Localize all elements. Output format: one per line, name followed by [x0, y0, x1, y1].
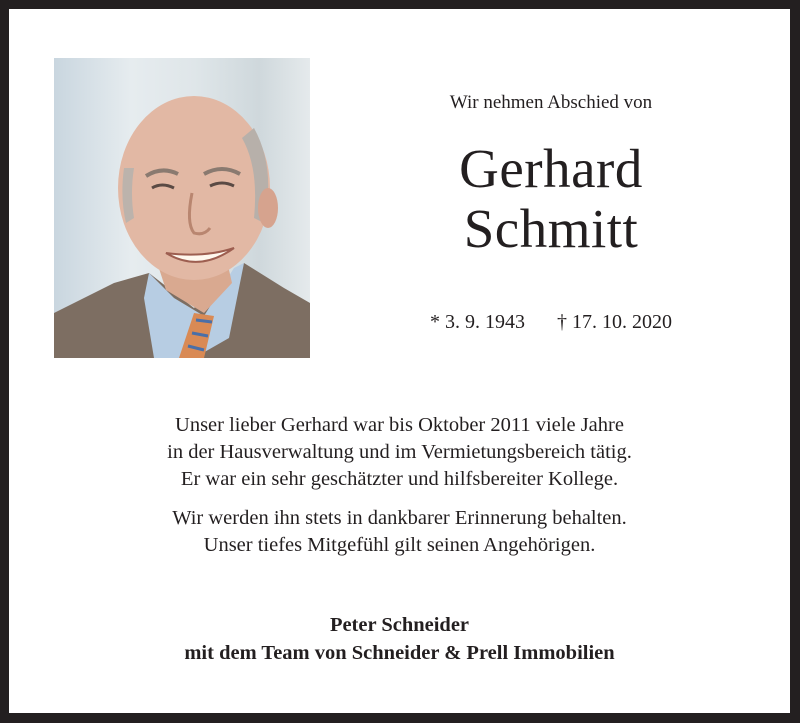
life-dates — [381, 309, 721, 335]
obituary-notice — [9, 9, 790, 713]
text-line: Unser lieber Gerhard war bis Oktober 2011 viele Jahre — [175, 414, 624, 436]
signer-name: Peter Schneider — [329, 614, 470, 636]
intro-text: Wir nehmen Abschied von — [449, 92, 653, 113]
signer-organization: mit dem Team von Schneider & Prell Immobilien — [184, 642, 615, 664]
text-line: Wir werden ihn stets in dankbarer Erinnerung behalten. — [172, 507, 627, 529]
deceased-name — [381, 139, 721, 259]
first-name: Gerhard — [459, 138, 643, 199]
portrait-illustration — [54, 58, 310, 358]
tribute-paragraph-1 — [39, 412, 760, 493]
portrait-photo — [54, 58, 310, 358]
last-name: Schmitt — [463, 198, 639, 259]
text-line: in der Hausverwaltung und im Vermietungsbereich tätig. — [167, 441, 632, 463]
death-date: † 17. 10. 2020 — [557, 311, 672, 333]
signature-block — [39, 611, 760, 667]
text-line: Er war ein sehr geschätzter und hilfsbereiter Kollege. — [180, 468, 619, 490]
tribute-text — [39, 412, 760, 571]
text-line: Unser tiefes Mitgefühl gilt seinen Angehörigen. — [203, 534, 596, 556]
tribute-paragraph-2 — [39, 505, 760, 559]
birth-date: * 3. 9. 1943 — [430, 311, 525, 333]
